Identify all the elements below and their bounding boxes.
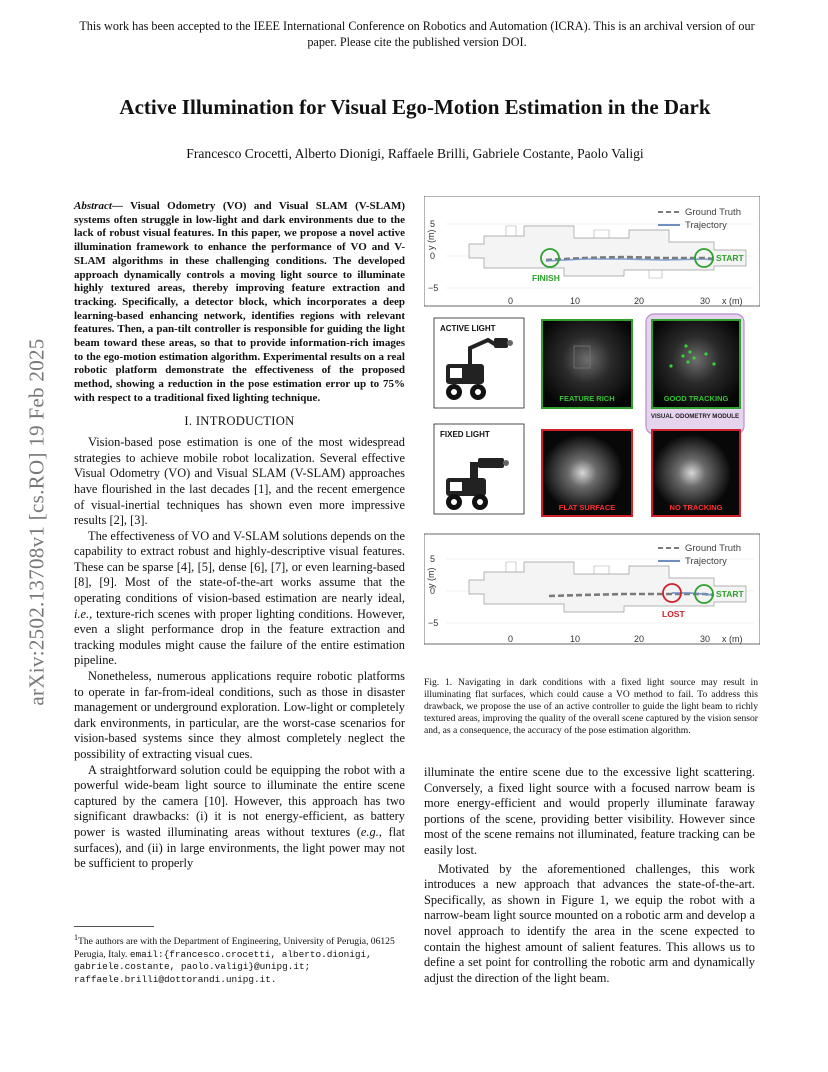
active-light-panel [434, 318, 524, 408]
top-xtick-20: 20 [634, 296, 645, 306]
author-list: Francesco Crocetti, Alberto Dionigi, Raffaele Brilli, Gabriele Costante, Paolo Valigi [186, 146, 644, 161]
paper-title: Active Illumination for Visual Ego-Motion Estimation in the Dark [119, 95, 711, 119]
figure-1-graphic [424, 196, 760, 646]
top-xtick-0: 0 [508, 296, 514, 306]
right-paragraph-2: Motivated by the aforementioned challenges, this work introduces a new approach that advances the state-of-the-art. Specifically, as shown in Figure 1, we equip the robot with a narrow-beam light source mounted on a robotic arm and develop a novel approach to identify the area in the scene expected to contain the highest amount of salient features. This allows us to define a set point for controlling the robotic arm and dynamically adjust the direction of the light beam. [424, 861, 755, 985]
bottom-ytick-m5: −5 [428, 618, 439, 628]
fixed-light-panel [434, 424, 524, 514]
right-column [424, 765, 755, 986]
top-xtick-10: 10 [570, 296, 581, 306]
feature-rich-image [542, 320, 632, 408]
intro-p4-text-a: A straightforward solution could be equipping the robot with a powerful wide-beam light source to illuminate the entire scene captured by the camera [10]. However, this approach has two significant drawbacks: (i) it is not energy-efficient, as battery power is wasted illuminating areas without textures ( [74, 762, 405, 839]
abstract [74, 200, 405, 406]
top-finish-label: FINISH [532, 273, 560, 283]
footnote-rule [74, 926, 154, 927]
top-ytick-0: 0 [430, 251, 436, 261]
intro-p2-text-b: texture-rich scenes with proper lighting conditions. However, even a slight performance drop in the feature extraction and tracking modules might cause the failure of the entire estimation pipeline. [74, 606, 405, 668]
bottom-xlabel: x (m) [722, 634, 743, 644]
feature-rich-label: FEATURE RICH [559, 394, 615, 403]
intro-p2-text-a: The effectiveness of VO and V-SLAM solutions depends on the capability to extract robust and highly-descriptive visual features. These can be sparse [4], [5], dense [6], [7], or even learning-based [8], [9]. Most of the state-of-the-art works assume that the operating conditions of vision-based estimation are nearly ideal, [74, 528, 405, 606]
intro-paragraph-4 [74, 763, 405, 872]
footnote-mark: 1 [74, 933, 78, 942]
footnote-text: The authors are with the Department of Engineering, University of Perugia, 06125 Perugia, Italy. [74, 936, 395, 960]
bottom-lost-label: LOST [662, 609, 685, 619]
good-tracking-label: GOOD TRACKING [663, 394, 729, 403]
arxiv-identifier: arXiv:2502.13708v1 [cs.RO] 19 Feb 2025 [24, 338, 49, 706]
no-tracking-label: NO TRACKING [669, 503, 723, 512]
good-tracking-image [652, 320, 740, 408]
flat-surface-image [542, 430, 632, 516]
acceptance-notice: This work has been accepted to the IEEE International Conference on Robotics and Automation (ICRA). This is an archival version of our paper. Please cite the published version DOI. [79, 19, 755, 49]
active-light-label: ACTIVE LIGHT [440, 324, 496, 333]
bottom-trajectory-plot [424, 534, 760, 644]
bottom-xtick-10: 10 [570, 634, 581, 644]
top-trajectory-plot [424, 196, 760, 306]
bottom-xtick-20: 20 [634, 634, 645, 644]
footnote [74, 932, 405, 987]
bottom-start-label: START [716, 589, 744, 599]
bottom-ylabel: y (m) [426, 567, 436, 588]
arxiv-sidebar [22, 282, 52, 762]
intro-paragraph-3: Nonetheless, numerous applications require robotic platforms to operate in far-from-ideal conditions, such as those in disaster management or underground exploration. Low-light or completely dark environments, in particular, are the worst-case scenarios for vision-based systems since they almost completely neglect the possibility of extracting visual cues. [74, 669, 405, 762]
top-ylabel: y (m) [426, 229, 436, 250]
fixed-light-label: FIXED LIGHT [440, 430, 490, 439]
figure-1 [424, 196, 760, 646]
top-legend-gt-label: Ground Truth [685, 207, 741, 218]
intro-p2-ie: i.e., [74, 606, 93, 621]
intro-p4-text-b: flat surfaces), and (ii) in large environments, the light power may not be sufficient to properly [74, 824, 405, 871]
intro-paragraph-1: Vision-based pose estimation is one of the most widespread strategies to achieve mobile robot localization. Several effective Visual Odometry (VO) and Visual SLAM (V-SLAM) approaches have flourished in the last decades [1], and the recent emergence of visual-inertial techniques has shown even more impressive results [2], [3]. [74, 435, 405, 528]
top-xtick-30: 30 [700, 296, 711, 306]
figure-1-caption: Fig. 1. Navigating in dark conditions with a fixed light source may result in illuminating flat surfaces, which could cause a VO method to fail. To address this drawback, we propose the use of an active controller to guide the light beam to richly textured areas, improving the quality of the overall scene captured by the vision sensor and, as a consequence, the accuracy of the pose estimation algorithm. [424, 677, 758, 736]
vo-module-label: VISUAL ODOMETRY MODULE [650, 413, 740, 420]
footnote-email: email:{francesco.crocetti, alberto.dionigi, gabriele.costante, paolo.valigi}@unipg.it; raffaele.brilli@dottorandi.unipg.it. [74, 948, 372, 985]
section-heading-introduction: I. INTRODUCTION [184, 413, 295, 428]
top-start-label: START [716, 253, 744, 263]
intro-paragraph-2 [74, 529, 405, 669]
bottom-xtick-0: 0 [508, 634, 514, 644]
abstract-text: — Visual Odometry (VO) and Visual SLAM (V-SLAM) systems often struggle in low-light and dark environments due to the lack of robust visual features. In this paper, we propose a novel active illumination framework to enhance the performance of VO and V-SLAM algorithms in these challenging conditions. The developed approach dynamically controls a moving light source to illuminate highly textured areas, thereby improving feature extraction and tracking. Specifically, a detector block, which incorporates a deep learning-based enhancing network, identifies regions with relevant features. Then, a pan-tilt controller is responsible for guiding the light beam toward these areas, so that to provide information-rich images to the ego-motion estimation algorithm. Experimental results on a real robotic platform demonstrate the effectiveness of the proposed method, showing a reduction in the pose estimation error up to 75% with respect to a traditional fixed lighting technique. [74, 200, 405, 404]
abstract-label: Abstract [74, 200, 112, 212]
flat-surface-label: FLAT SURFACE [558, 503, 616, 512]
right-paragraph-1: illuminate the entire scene due to the excessive light scattering. Conversely, a fixed light source with a focused narrow beam is more energy-efficient and would properly illuminate faraway portions of the scene, providing better visibility. However since most of the scene remains not illuminated, feature tracking can be easily lost. [424, 765, 755, 857]
top-ytick-5: 5 [430, 219, 436, 229]
intro-p4-eg: e.g., [360, 824, 382, 839]
top-ytick-m5: −5 [428, 283, 439, 293]
top-legend-traj-label: Trajectory [685, 220, 727, 231]
no-tracking-image [652, 430, 740, 516]
bottom-legend-traj-label: Trajectory [685, 556, 727, 567]
top-xlabel: x (m) [722, 296, 743, 306]
bottom-ytick-0: 0 [430, 586, 436, 596]
bottom-ytick-5: 5 [430, 554, 436, 564]
bottom-legend-gt-label: Ground Truth [685, 543, 741, 554]
left-column [74, 200, 405, 872]
bottom-xtick-30: 30 [700, 634, 711, 644]
